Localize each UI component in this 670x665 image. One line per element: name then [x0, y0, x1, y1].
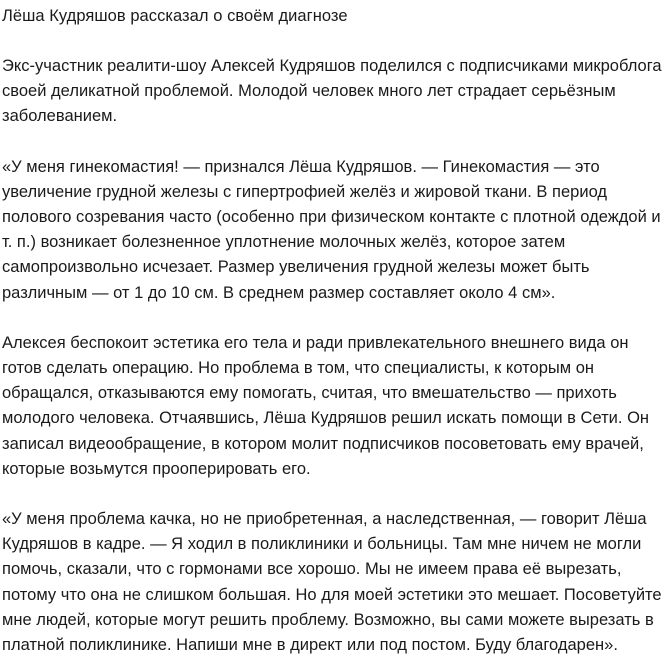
article-body — [2, 54, 662, 658]
title-body-spacer — [2, 29, 662, 54]
article-paragraph: «У меня гинекомастия! — признался Лёша Кудряшов. — Гинекомастия — это увеличение грудной железы с гипертрофией желёз и жировой ткани. В период полового созревания часто (особенно при физическом контакте с плотной одеждой и т. п.) возникает болезненное уплотнение молочных желёз, которое затем самопроизвольно исчезает. Размер увеличения грудной железы может быть различным — от 1 до 10 см. В среднем размер составляет около 4 см». — [2, 157, 661, 302]
page-title: Лёша Кудряшов рассказал о своём диагнозе — [2, 7, 348, 25]
article-paragraph: «У меня проблема качка, но не приобретенная, а наследственная, — говорит Лёша Кудряшов в кадре. — Я ходил в поликлиники и больницы. Там мне ничем не могли помочь, сказали, что с гормонами все хорошо. Мы не имеем права её вырезать, потому что она не слишком большая. Но для моей эстетики это мешает. Посоветуйте мне людей, которые могут решить проблему. Возможно, вы сами можете вырезать в платной поликлинике. Напиши мне в директ или под постом. Буду благодарен». — [2, 510, 662, 655]
article-paragraph: Алексея беспокоит эстетика его тела и ради привлекательного внешнего вида он готов сделать операцию. Но проблема в том, что специалисты, к которым он обращался, отказываются ему помогать, считая, что вмешательство — прихоть молодого человека. Отчаявшись, Лёша Кудряшов решил искать помощи в Сети. Он записал видеообращение, в котором молит подписчиков посоветовать ему врачей, которые возьмутся прооперировать его. — [2, 333, 650, 478]
article-paragraph: Экс-участник реалити-шоу Алексей Кудряшов поделился с подписчиками микроблога своей деликатной проблемой. Молодой человек много лет страдает серьёзным заболеванием. — [2, 57, 662, 126]
